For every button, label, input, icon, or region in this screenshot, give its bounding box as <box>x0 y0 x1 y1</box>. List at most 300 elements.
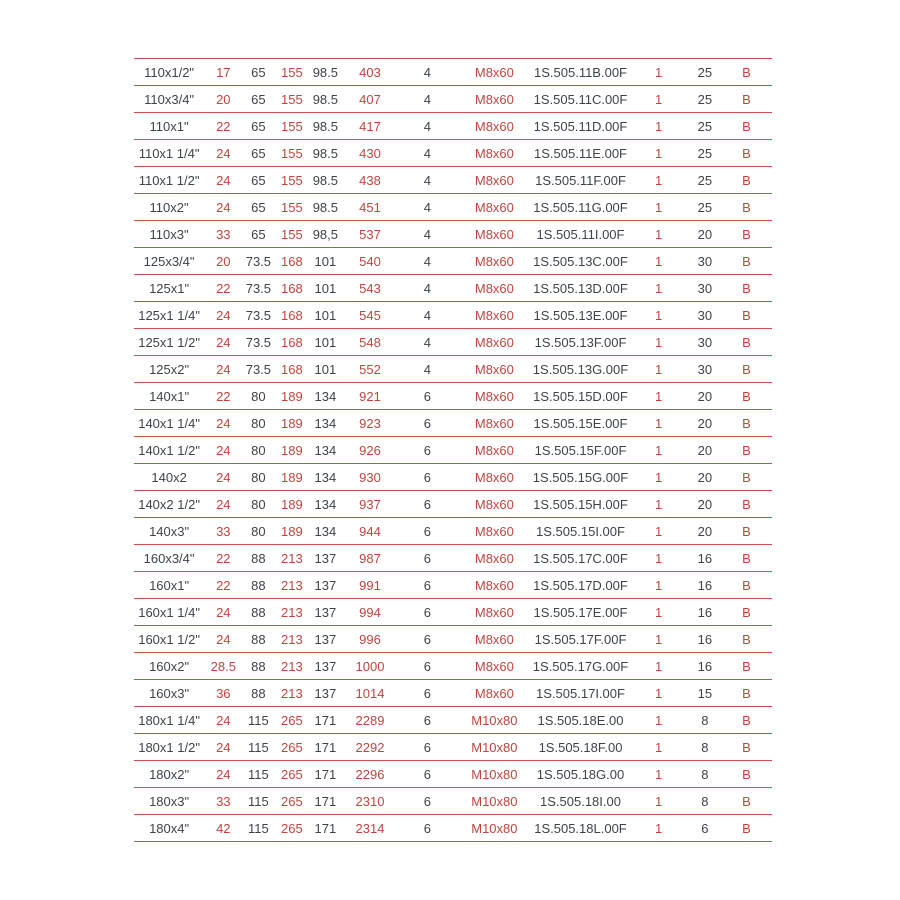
cell: M8x60 <box>474 199 514 215</box>
cell: 168 <box>281 280 303 296</box>
cell: 213 <box>281 550 303 566</box>
cell: 189 <box>281 469 303 485</box>
cell: M8x60 <box>474 334 514 350</box>
cell: 20 <box>216 253 231 269</box>
cell: 1 <box>655 604 663 620</box>
cell: 42 <box>216 820 231 836</box>
cell: 1 <box>655 631 663 647</box>
cell: 1S.505.17D.00F <box>533 577 628 593</box>
cell: 65 <box>251 118 266 134</box>
cell: 923 <box>359 415 381 431</box>
cell: 4 <box>423 226 432 242</box>
cell: 189 <box>281 442 303 458</box>
cell: 6 <box>423 496 432 512</box>
cell: 137 <box>314 577 337 593</box>
cell: 137 <box>314 631 337 647</box>
cell: 171 <box>314 820 337 836</box>
cell: 2314 <box>355 820 385 836</box>
table-row <box>134 167 772 194</box>
cell: 137 <box>314 604 337 620</box>
table-row <box>134 707 772 734</box>
cell: B <box>742 118 751 134</box>
cell: 25 <box>697 172 713 188</box>
cell: 125x1 1/4" <box>138 307 200 323</box>
cell: 1 <box>655 118 663 134</box>
cell: 1 <box>655 550 663 566</box>
cell: 140x2 <box>151 469 187 485</box>
cell: 1 <box>655 226 663 242</box>
cell: M8x60 <box>474 469 514 485</box>
cell: 930 <box>359 469 381 485</box>
cell: 17 <box>216 64 231 80</box>
cell: M8x60 <box>474 577 514 593</box>
cell: 73.5 <box>245 334 272 350</box>
cell: 1S.505.15E.00F <box>533 415 628 431</box>
cell: M8x60 <box>474 307 514 323</box>
cell: M8x60 <box>474 64 514 80</box>
cell: 22 <box>216 118 231 134</box>
cell: 30 <box>697 334 713 350</box>
cell: 140x3" <box>149 523 190 539</box>
cell: 1S.505.15G.00F <box>532 469 629 485</box>
cell: 6 <box>423 415 432 431</box>
table-row <box>134 59 772 86</box>
cell: 996 <box>359 631 381 647</box>
cell: 160x1" <box>149 577 190 593</box>
table-row <box>134 491 772 518</box>
table-row <box>134 815 772 842</box>
cell: 6 <box>423 550 432 566</box>
cell: B <box>742 388 751 404</box>
cell: 65 <box>251 199 266 215</box>
cell: M8x60 <box>474 604 514 620</box>
cell: 24 <box>216 172 231 188</box>
cell: 160x1 1/4" <box>138 604 200 620</box>
cell: 24 <box>216 145 231 161</box>
cell: 25 <box>697 91 713 107</box>
cell: 88 <box>251 550 266 566</box>
cell: M10x80 <box>471 820 518 836</box>
cell: 1 <box>655 64 663 80</box>
cell: 1 <box>655 172 663 188</box>
table-row <box>134 626 772 653</box>
table-row <box>134 680 772 707</box>
cell: 4 <box>423 307 432 323</box>
table-row <box>134 383 772 410</box>
cell: 20 <box>697 523 713 539</box>
cell: 265 <box>281 793 303 809</box>
cell: 6 <box>423 577 432 593</box>
cell: 8 <box>701 712 709 728</box>
cell: 140x1" <box>149 388 190 404</box>
cell: 125x3/4" <box>143 253 195 269</box>
cell: 16 <box>697 631 713 647</box>
cell: 115 <box>248 793 269 809</box>
cell: 160x3/4" <box>143 550 195 566</box>
cell: 134 <box>314 415 337 431</box>
cell: 1S.505.11I.00F <box>536 226 625 242</box>
cell: 22 <box>216 280 231 296</box>
cell: 921 <box>359 388 381 404</box>
cell: 115 <box>248 820 269 836</box>
table-row <box>134 302 772 329</box>
cell: 30 <box>697 307 713 323</box>
cell: 168 <box>281 307 303 323</box>
catalog-table-region <box>134 58 772 842</box>
table-row <box>134 761 772 788</box>
cell: 6 <box>423 442 432 458</box>
table-row <box>134 356 772 383</box>
cell: B <box>742 496 751 512</box>
cell: B <box>742 550 751 566</box>
cell: 1 <box>655 253 663 269</box>
cell: 1 <box>655 712 663 728</box>
cell: 548 <box>359 334 381 350</box>
cell: 140x1 1/2" <box>138 442 200 458</box>
cell: 1S.505.18I.00 <box>540 793 621 809</box>
cell: B <box>742 712 751 728</box>
cell: B <box>742 361 751 377</box>
cell: B <box>742 820 751 836</box>
cell: 20 <box>697 496 713 512</box>
cell: 80 <box>251 442 266 458</box>
cell: 987 <box>359 550 381 566</box>
cell: 110x1 1/2" <box>138 172 200 188</box>
cell: 24 <box>216 496 231 512</box>
cell: 4 <box>423 361 432 377</box>
cell: 137 <box>314 685 337 701</box>
cell: 36 <box>216 685 231 701</box>
cell: 1 <box>655 91 663 107</box>
cell: 98.5 <box>312 172 338 188</box>
cell: B <box>742 685 751 701</box>
cell: 991 <box>359 577 381 593</box>
cell: B <box>742 307 751 323</box>
cell: B <box>742 415 751 431</box>
table-row <box>134 410 772 437</box>
cell: 213 <box>281 631 303 647</box>
cell: 73.5 <box>245 307 272 323</box>
cell: 98.5 <box>312 118 338 134</box>
cell: 1 <box>655 307 663 323</box>
cell: 4 <box>423 199 432 215</box>
cell: 168 <box>281 334 303 350</box>
cell: B <box>742 577 751 593</box>
cell: 101 <box>314 307 337 323</box>
cell: 6 <box>701 820 709 836</box>
cell: 8 <box>701 739 709 755</box>
cell: 1 <box>655 361 663 377</box>
cell: 926 <box>359 442 381 458</box>
cell: B <box>742 253 751 269</box>
cell: 1 <box>655 793 663 809</box>
cell: 101 <box>314 334 337 350</box>
cell: 6 <box>423 604 432 620</box>
cell: 189 <box>281 388 303 404</box>
cell: 134 <box>314 442 337 458</box>
cell: B <box>742 739 751 755</box>
spec-table <box>134 58 772 842</box>
cell: 28.5 <box>210 658 236 674</box>
cell: 24 <box>216 199 231 215</box>
cell: 1 <box>655 496 663 512</box>
cell: 1 <box>655 820 663 836</box>
cell: 155 <box>281 226 303 242</box>
cell: 80 <box>251 496 266 512</box>
cell: 20 <box>697 469 713 485</box>
cell: 1 <box>655 469 663 485</box>
cell: 88 <box>251 631 266 647</box>
cell: B <box>742 766 751 782</box>
cell: 944 <box>359 523 381 539</box>
cell: 1S.505.15I.00F <box>536 523 625 539</box>
cell: 552 <box>359 361 381 377</box>
table-row <box>134 545 772 572</box>
cell: M8x60 <box>474 280 514 296</box>
cell: M8x60 <box>474 415 514 431</box>
cell: M8x60 <box>474 658 514 674</box>
cell: 213 <box>281 577 303 593</box>
cell: 4 <box>423 145 432 161</box>
cell: 407 <box>359 91 381 107</box>
cell: 2289 <box>355 712 385 728</box>
table-row <box>134 788 772 815</box>
cell: 1S.505.11G.00F <box>533 199 628 215</box>
cell: 125x1" <box>149 280 190 296</box>
cell: B <box>742 334 751 350</box>
cell: 25 <box>697 145 713 161</box>
cell: 1S.505.13C.00F <box>533 253 628 269</box>
cell: 1 <box>655 145 663 161</box>
cell: 22 <box>216 577 231 593</box>
cell: 189 <box>281 415 303 431</box>
cell: 937 <box>359 496 381 512</box>
cell: 6 <box>423 658 432 674</box>
cell: 15 <box>697 685 713 701</box>
cell: 134 <box>314 496 337 512</box>
cell: B <box>742 469 751 485</box>
table-row <box>134 464 772 491</box>
cell: 1S.505.11C.00F <box>533 91 628 107</box>
cell: 180x3" <box>149 793 190 809</box>
cell: B <box>742 91 751 107</box>
cell: 1 <box>655 523 663 539</box>
cell: 1S.505.13E.00F <box>533 307 628 323</box>
cell: M10x80 <box>471 793 518 809</box>
cell: 1S.505.17G.00F <box>532 658 629 674</box>
cell: 33 <box>216 523 231 539</box>
cell: 180x2" <box>149 766 190 782</box>
cell: B <box>742 199 751 215</box>
cell: M8x60 <box>474 118 514 134</box>
cell: M10x80 <box>471 712 518 728</box>
cell: 115 <box>248 766 269 782</box>
cell: 73.5 <box>245 280 272 296</box>
cell: 88 <box>251 577 266 593</box>
cell: 265 <box>281 820 303 836</box>
cell: 20 <box>697 388 713 404</box>
cell: M8x60 <box>474 631 514 647</box>
cell: 1S.505.13F.00F <box>534 334 627 350</box>
cell: 1 <box>655 577 663 593</box>
cell: 24 <box>216 739 231 755</box>
cell: 1S.505.11E.00F <box>534 145 627 161</box>
cell: 115 <box>248 712 269 728</box>
cell: 125x1 1/2" <box>138 334 200 350</box>
cell: M10x80 <box>471 739 518 755</box>
cell: M8x60 <box>474 361 514 377</box>
cell: 110x2" <box>149 199 189 215</box>
cell: 20 <box>697 415 713 431</box>
table-body <box>134 59 772 842</box>
cell: 24 <box>216 415 231 431</box>
cell: B <box>742 280 751 296</box>
cell: 160x2" <box>149 658 190 674</box>
cell: 1S.505.17E.00F <box>533 604 628 620</box>
cell: 25 <box>697 199 713 215</box>
cell: 213 <box>281 685 303 701</box>
cell: 65 <box>251 64 266 80</box>
cell: M8x60 <box>474 145 514 161</box>
cell: 1S.505.11B.00F <box>534 64 627 80</box>
cell: 25 <box>697 118 713 134</box>
cell: 265 <box>281 766 303 782</box>
cell: 4 <box>423 280 432 296</box>
table-row <box>134 194 772 221</box>
cell: 110x1" <box>149 118 189 134</box>
cell: 22 <box>216 388 231 404</box>
cell: 16 <box>697 604 713 620</box>
cell: 1 <box>655 280 663 296</box>
table-row <box>134 437 772 464</box>
cell: M8x60 <box>474 226 514 242</box>
table-row <box>134 329 772 356</box>
cell: 537 <box>359 226 381 242</box>
cell: 6 <box>423 685 432 701</box>
cell: 2310 <box>355 793 385 809</box>
cell: 4 <box>423 253 432 269</box>
cell: 24 <box>216 361 231 377</box>
cell: 545 <box>359 307 381 323</box>
cell: 4 <box>423 334 432 350</box>
table-row <box>134 599 772 626</box>
cell: 171 <box>314 739 337 755</box>
cell: 160x3" <box>149 685 190 701</box>
cell: 1 <box>655 388 663 404</box>
cell: 134 <box>314 388 337 404</box>
cell: 171 <box>314 793 337 809</box>
cell: 451 <box>359 199 381 215</box>
cell: 213 <box>281 658 303 674</box>
cell: 98.5 <box>312 199 338 215</box>
cell: 73.5 <box>245 253 272 269</box>
cell: 1S.505.13G.00F <box>532 361 629 377</box>
cell: 180x4" <box>149 820 190 836</box>
cell: 65 <box>251 172 266 188</box>
cell: 189 <box>281 496 303 512</box>
cell: 24 <box>216 442 231 458</box>
cell: 137 <box>314 550 337 566</box>
cell: 403 <box>359 64 381 80</box>
cell: 16 <box>697 577 713 593</box>
cell: 1S.505.11D.00F <box>533 118 628 134</box>
cell: M8x60 <box>474 550 514 566</box>
table-row <box>134 86 772 113</box>
cell: 265 <box>281 712 303 728</box>
cell: 80 <box>251 469 266 485</box>
cell: 137 <box>314 658 337 674</box>
table-row <box>134 653 772 680</box>
cell: 20 <box>216 91 231 107</box>
cell: 115 <box>248 739 269 755</box>
cell: 6 <box>423 712 432 728</box>
cell: B <box>742 604 751 620</box>
cell: 6 <box>423 388 432 404</box>
cell: 1 <box>655 685 663 701</box>
cell: 417 <box>359 118 381 134</box>
cell: 98.5 <box>312 91 338 107</box>
cell: 1 <box>655 442 663 458</box>
cell: 1014 <box>355 685 385 701</box>
cell: 1S.505.17F.00F <box>534 631 627 647</box>
cell: 6 <box>423 631 432 647</box>
cell: 88 <box>251 685 266 701</box>
cell: 168 <box>281 253 303 269</box>
cell: 110x3" <box>149 226 189 242</box>
cell: M8x60 <box>474 685 514 701</box>
cell: 30 <box>697 280 713 296</box>
cell: 65 <box>251 226 266 242</box>
cell: 1S.505.18L.00F <box>534 820 627 836</box>
cell: 189 <box>281 523 303 539</box>
cell: 4 <box>423 118 432 134</box>
cell: 438 <box>359 172 381 188</box>
cell: 134 <box>314 469 337 485</box>
cell: 8 <box>701 766 709 782</box>
cell: B <box>742 172 751 188</box>
cell: 171 <box>314 712 337 728</box>
table-row <box>134 221 772 248</box>
cell: 101 <box>314 253 337 269</box>
cell: M8x60 <box>474 523 514 539</box>
cell: 155 <box>281 145 303 161</box>
cell: 98.5 <box>312 64 338 80</box>
cell: 1 <box>655 766 663 782</box>
cell: 2292 <box>355 739 385 755</box>
cell: 24 <box>216 631 231 647</box>
cell: 1S.505.17I.00F <box>536 685 625 701</box>
cell: 1 <box>655 334 663 350</box>
cell: M10x80 <box>471 766 518 782</box>
table-row <box>134 140 772 167</box>
cell: 24 <box>216 604 231 620</box>
cell: 6 <box>423 793 432 809</box>
cell: M8x60 <box>474 496 514 512</box>
cell: 994 <box>359 604 381 620</box>
cell: 430 <box>359 145 381 161</box>
cell: B <box>742 226 751 242</box>
table-row <box>134 572 772 599</box>
cell: 24 <box>216 334 231 350</box>
cell: 155 <box>281 91 303 107</box>
cell: 80 <box>251 523 266 539</box>
cell: 1000 <box>355 658 385 674</box>
cell: 1 <box>655 199 663 215</box>
cell: 73.5 <box>245 361 272 377</box>
table-row <box>134 248 772 275</box>
cell: 98,5 <box>312 226 338 242</box>
cell: 1S.505.13D.00F <box>533 280 628 296</box>
